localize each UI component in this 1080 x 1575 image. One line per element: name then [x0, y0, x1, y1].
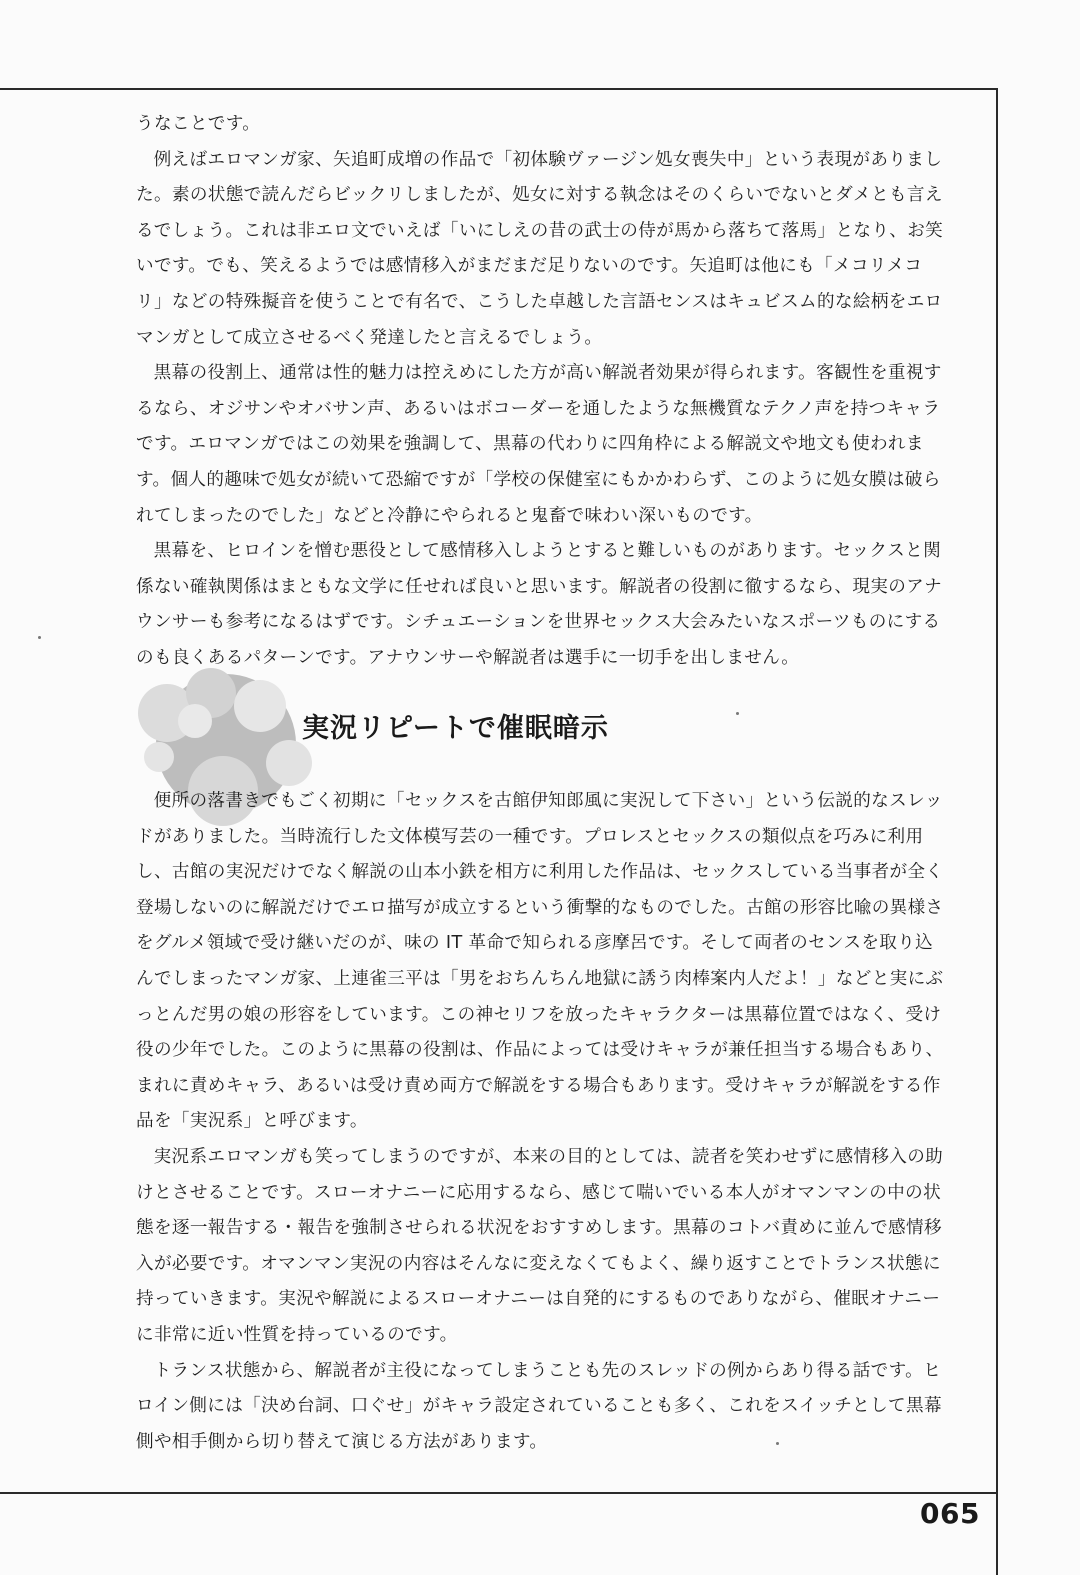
paragraph: 黒幕の役割上、通常は性的魅力は控えめにした方が高い解説者効果が得られます。客観性を重視するなら、オジサンやオバサン声、あるいはボコーダーを通したような無機質なテクノ声を持つキャラです。エロマンガではこの効果を強調して、黒幕の代わりに四角枠による解説文や地文も使われます。個人的趣味で処女が続いて恐縮ですが「学校の保健室にもかかわらず、このように処女膜は破られてしまったのでした」などと冷静にやられると鬼畜で味わい深いものです。	[136, 363, 942, 526]
scan-speck	[38, 636, 41, 639]
decorative-circle	[144, 742, 174, 772]
top-rule	[0, 88, 998, 90]
section-heading: 実況リピートで催眠暗示	[302, 713, 609, 744]
page-number: 065	[920, 1497, 980, 1530]
bottom-rule	[0, 1492, 998, 1494]
decorative-circle	[266, 740, 312, 786]
paragraph: 実況系エロマンガも笑ってしまうのですが、本来の目的としては、読者を笑わせずに感情移入の助けとさせることです。スローオナニーに応用するなら、感じて喘いでいる本人がオマンマンの中の状態を逐一報告する・報告を強制させられる状況をおすすめします。黒幕のコトバ責めに並んで感情移入が必要です。オマンマン実況の内容はそんなに変えなくてもよく、繰り返すことでトランス状態に持っていきます。実況や解説によるスローオナニーは自発的にするものでありながら、催眠オナニーに非常に近い性質を持っているのです。	[136, 1146, 944, 1345]
right-margin-rule	[996, 88, 998, 1575]
paragraph: 例えばエロマンガ家、矢追町成増の作品で「初体験ヴァージン処女喪失中」という表現がありました。素の状態で読んだらビックリしましたが、処女に対する執念はそのくらいでないとダメとも言えるでしょう。これは非エロ文でいえば「いにしえの昔の武士の侍が馬から落ちて落馬」となり、お笑いです。でも、笑えるようでは感情移入がまだまだ足りないのです。矢追町は他にも「メコリメコリ」などの特殊擬音を使うことで有名で、こうした卓越した言語センスはキュビスム的な絵柄をエロマンガとして成立させるべく発達したと言えるでしょう。	[136, 149, 944, 348]
paragraph: トランス状態から、解説者が主役になってしまうことも先のスレッドの例からあり得る話です。ヒロイン側には「決め台詞、口ぐせ」がキャラ設定されていることも多く、これをスイッチとして黒幕側や相手側から切り替えて演じる方法があります。	[136, 1360, 942, 1452]
paragraph: 黒幕を、ヒロインを憎む悪役として感情移入しようとすると難しいものがあります。セックスと関係ない確執関係はまともな文学に任せれば良いと思います。解説者の役割に徹するなら、現実のアナウンサーも参考になるはずです。シチュエーションを世界セックス大会みたいなスポーツものにするのも良くあるパターンです。アナウンサーや解説者は選手に一切手を出しません。	[136, 541, 943, 668]
paragraph: 便所の落書きでもごく初期に「セックスを古館伊知郎風に実況して下さい」という伝説的なスレッドがありました。当時流行した文体模写芸の一種です。プロレスとセックスの類似点を巧みに利用し、古館の実況だけでなく解説の山本小鉄を相方に利用した作品は、セックスしている当事者が全く登場しないのに解説だけでエロ描写が成立するという衝撃的なものでした。古館の形容比喩の異様さをグルメ領域で受け継いだのが、味の IT 革命で知られる彦摩呂です。そして両者のセンスを取り込んでしまったマンガ家、上連雀三平は「男をおちんちん地獄に誘う肉棒案内人だよ！」などと実にぶっとんだ男の娘の形容をしています。この神セリフを放ったキャラクターは黒幕位置ではなく、受け役の少年でした。このように黒幕の役割は、作品によっては受けキャラが兼任担当する場合もあり、まれに責めキャラ、あるいは受け責め両方で解説をする場合もあります。受けキャラが解説をする作品を「実況系」と呼びます。	[136, 791, 944, 1132]
scan-speck	[736, 712, 739, 715]
decorative-circle	[178, 704, 212, 738]
decorative-circle	[234, 680, 286, 732]
paragraph: うなことです。	[136, 114, 261, 134]
body-text-bottom	[136, 784, 948, 1460]
scan-speck	[776, 1442, 779, 1445]
body-text-top	[136, 107, 948, 677]
